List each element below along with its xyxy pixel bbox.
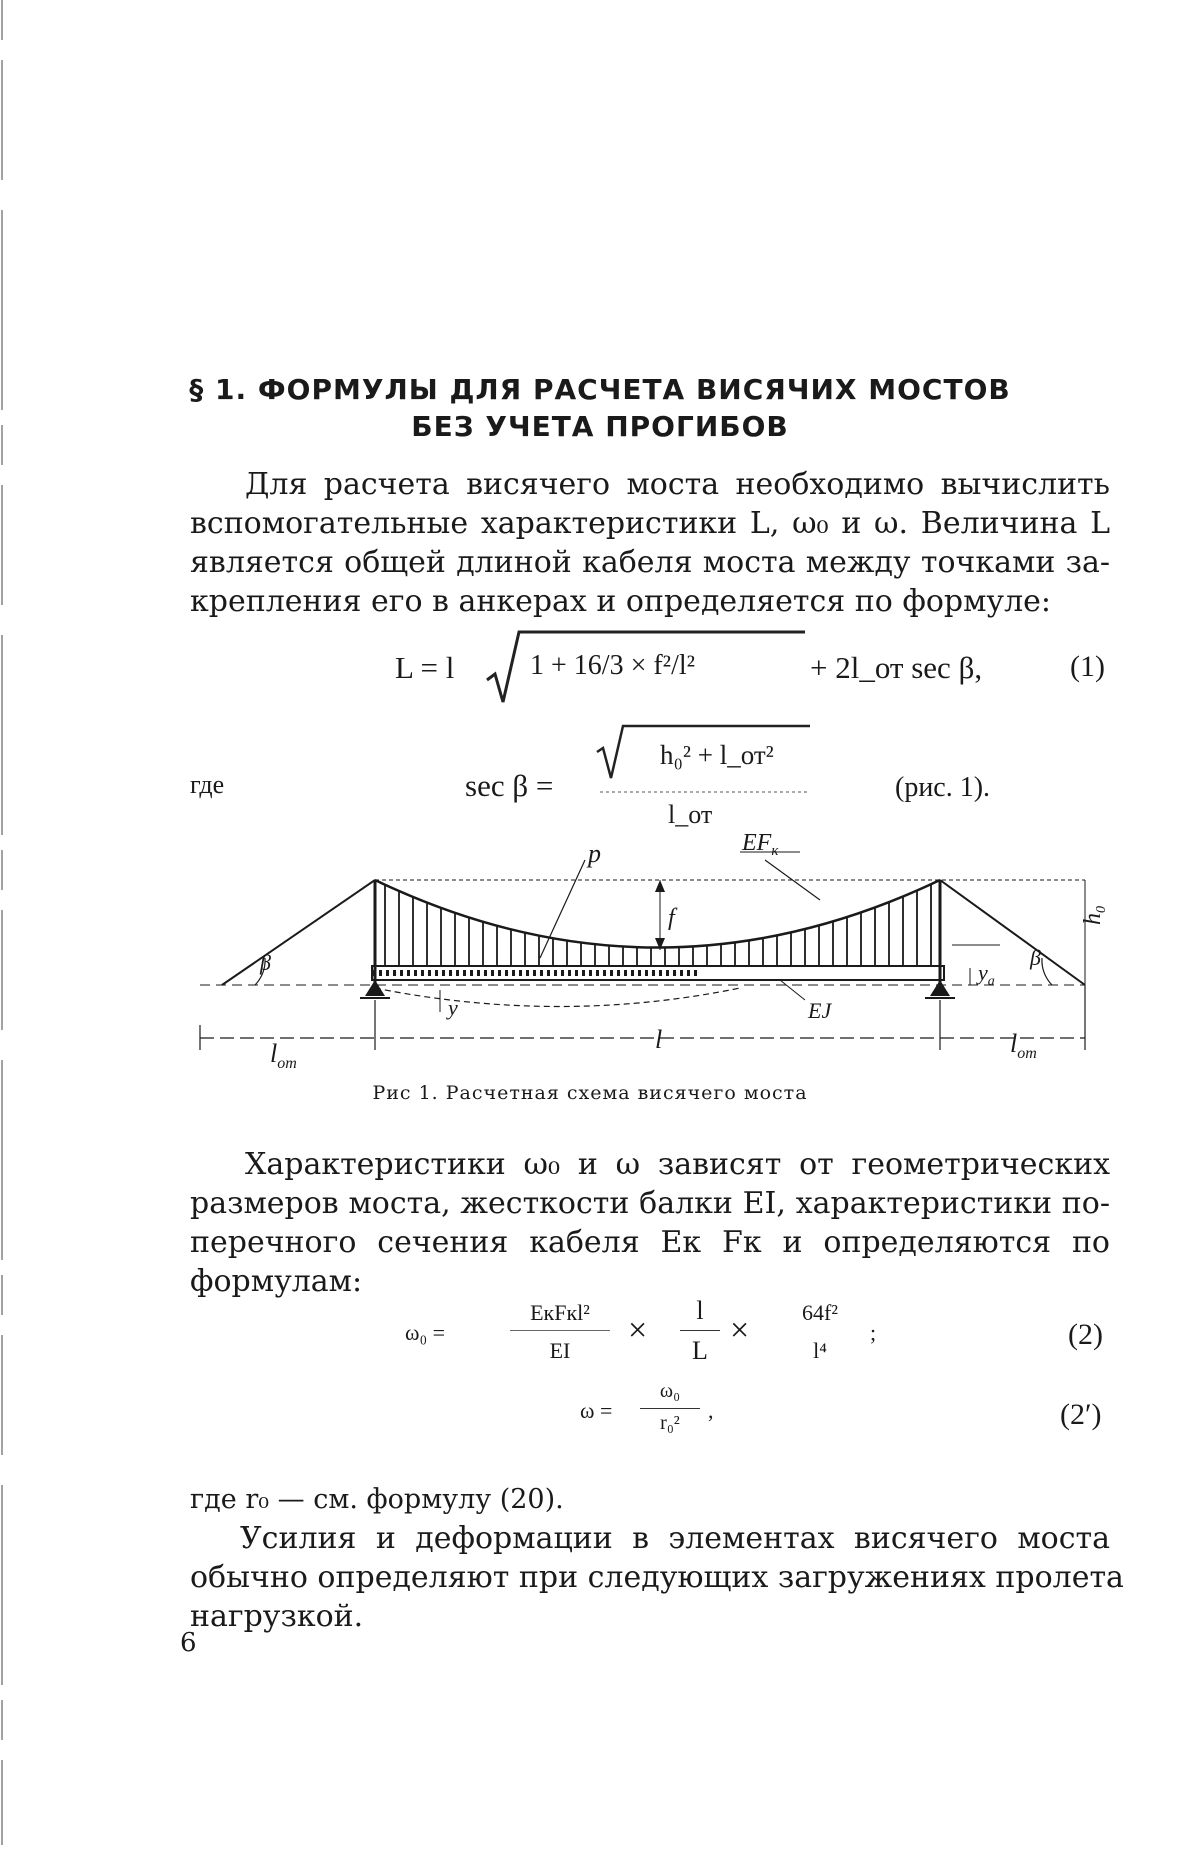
equation-number-2-prime: (2′) xyxy=(1060,1398,1102,1431)
formula-1-radicand: 1 + 16/3 × f²/l² xyxy=(530,650,696,681)
label-beta-left: β xyxy=(260,950,271,975)
eq2-frac3-num: 64f² xyxy=(802,1300,838,1325)
label-f: f xyxy=(668,905,675,931)
label-p: p xyxy=(588,839,601,868)
text-line: где r₀ — см. формулу (20). xyxy=(190,1484,564,1515)
eq2-frac1-num: EкFкl² xyxy=(530,1300,590,1325)
label-l-right: $l_{от}$ xyxy=(1010,1029,1037,1062)
text-line: Характеристики ω₀ и ω зависят от геометрических xyxy=(245,1147,1110,1182)
times-sign: × xyxy=(628,1312,648,1349)
eq2-frac3-den: l⁴ xyxy=(813,1338,827,1363)
sec-numerator: h₀² + l_от² xyxy=(660,740,774,770)
fraction-bar xyxy=(510,1330,610,1331)
figure-caption: Рис 1. Расчетная схема висячего моста xyxy=(372,1082,808,1104)
text-line: нагрузкой. xyxy=(190,1599,364,1634)
where-label: где xyxy=(190,770,225,799)
eq2p-num: ω₀ xyxy=(659,1380,681,1402)
text-line: крепления его в анкерах и определяется по формуле: xyxy=(190,584,1052,619)
closing-paragraph xyxy=(190,1480,1124,1636)
eq2-frac2-num: l xyxy=(696,1296,704,1325)
fraction-bar xyxy=(600,790,810,794)
label-l-left: $l_{от}$ xyxy=(270,1039,297,1072)
text-line: Для расчета висячего моста необходимо вычислить xyxy=(245,467,1110,502)
right-support xyxy=(930,980,950,996)
eq2-end: ; xyxy=(870,1320,877,1345)
text-line: является общей длиной кабеля моста между точками за- xyxy=(190,545,1110,580)
formula-1 xyxy=(395,650,454,686)
fraction-bar xyxy=(680,1330,720,1331)
section-heading-line1: § 1. ФОРМУЛЫ ДЛЯ РАСЧЕТА ВИСЯЧИХ МОСТОВ xyxy=(189,373,1011,406)
fraction-bar xyxy=(640,1408,700,1409)
sec-beta-lhs: sec β = xyxy=(465,768,554,803)
label-h0: $h_0$ xyxy=(1080,906,1109,925)
intro-paragraph xyxy=(190,465,1110,621)
eq2-frac1-den: EI xyxy=(549,1338,571,1363)
characteristics-paragraph xyxy=(190,1145,1110,1301)
text-line: вспомогательные характеристики L, ω₀ и ω. Величина L xyxy=(190,506,1110,541)
text-line: перечного сечения кабеля Eк Fк и определяются по xyxy=(190,1225,1110,1260)
left-backstay xyxy=(222,880,375,985)
eq2-lhs: ω₀ = xyxy=(405,1320,446,1345)
scan-edge xyxy=(0,0,6,1845)
label-y: y xyxy=(448,995,458,1020)
equation-number-2: (2) xyxy=(1068,1318,1103,1351)
figure-ref: (рис. 1). xyxy=(895,772,991,803)
label-ej: EJ xyxy=(808,998,832,1023)
text-line: обычно определяют при следующих загружениях пролета xyxy=(190,1560,1124,1595)
left-support xyxy=(365,980,385,996)
label-l-mid: l xyxy=(655,1025,663,1054)
equation-number-1: (1) xyxy=(1070,650,1105,683)
right-backstay xyxy=(940,880,1085,985)
times-sign: × xyxy=(730,1312,750,1349)
eq2p-end: , xyxy=(708,1398,714,1423)
eq2-frac2-den: L xyxy=(692,1336,708,1365)
eq2p-den: r₀² xyxy=(660,1412,680,1434)
eq2p-lhs: ω = xyxy=(580,1398,613,1423)
section-heading-line2: БЕЗ УЧЕТА ПРОГИБОВ xyxy=(411,410,789,443)
text-line: размеров моста, жесткости балки EI, характеристики по- xyxy=(190,1186,1110,1221)
sec-denominator: l_от xyxy=(668,800,713,829)
text-line: Усилия и деформации в элементах висячего моста xyxy=(240,1521,1110,1556)
page-number: 6 xyxy=(180,1628,197,1658)
text-line: формулам: xyxy=(190,1264,363,1299)
label-ya: $y_а$ xyxy=(978,960,995,989)
formula-1-tail: + 2l_от sec β, xyxy=(810,650,983,685)
bridge-diagram xyxy=(200,830,1109,1072)
label-beta-right: β xyxy=(1030,945,1041,970)
label-efk: $EF_к$ xyxy=(742,830,779,859)
formula-1-lhs: L = l xyxy=(395,650,455,685)
